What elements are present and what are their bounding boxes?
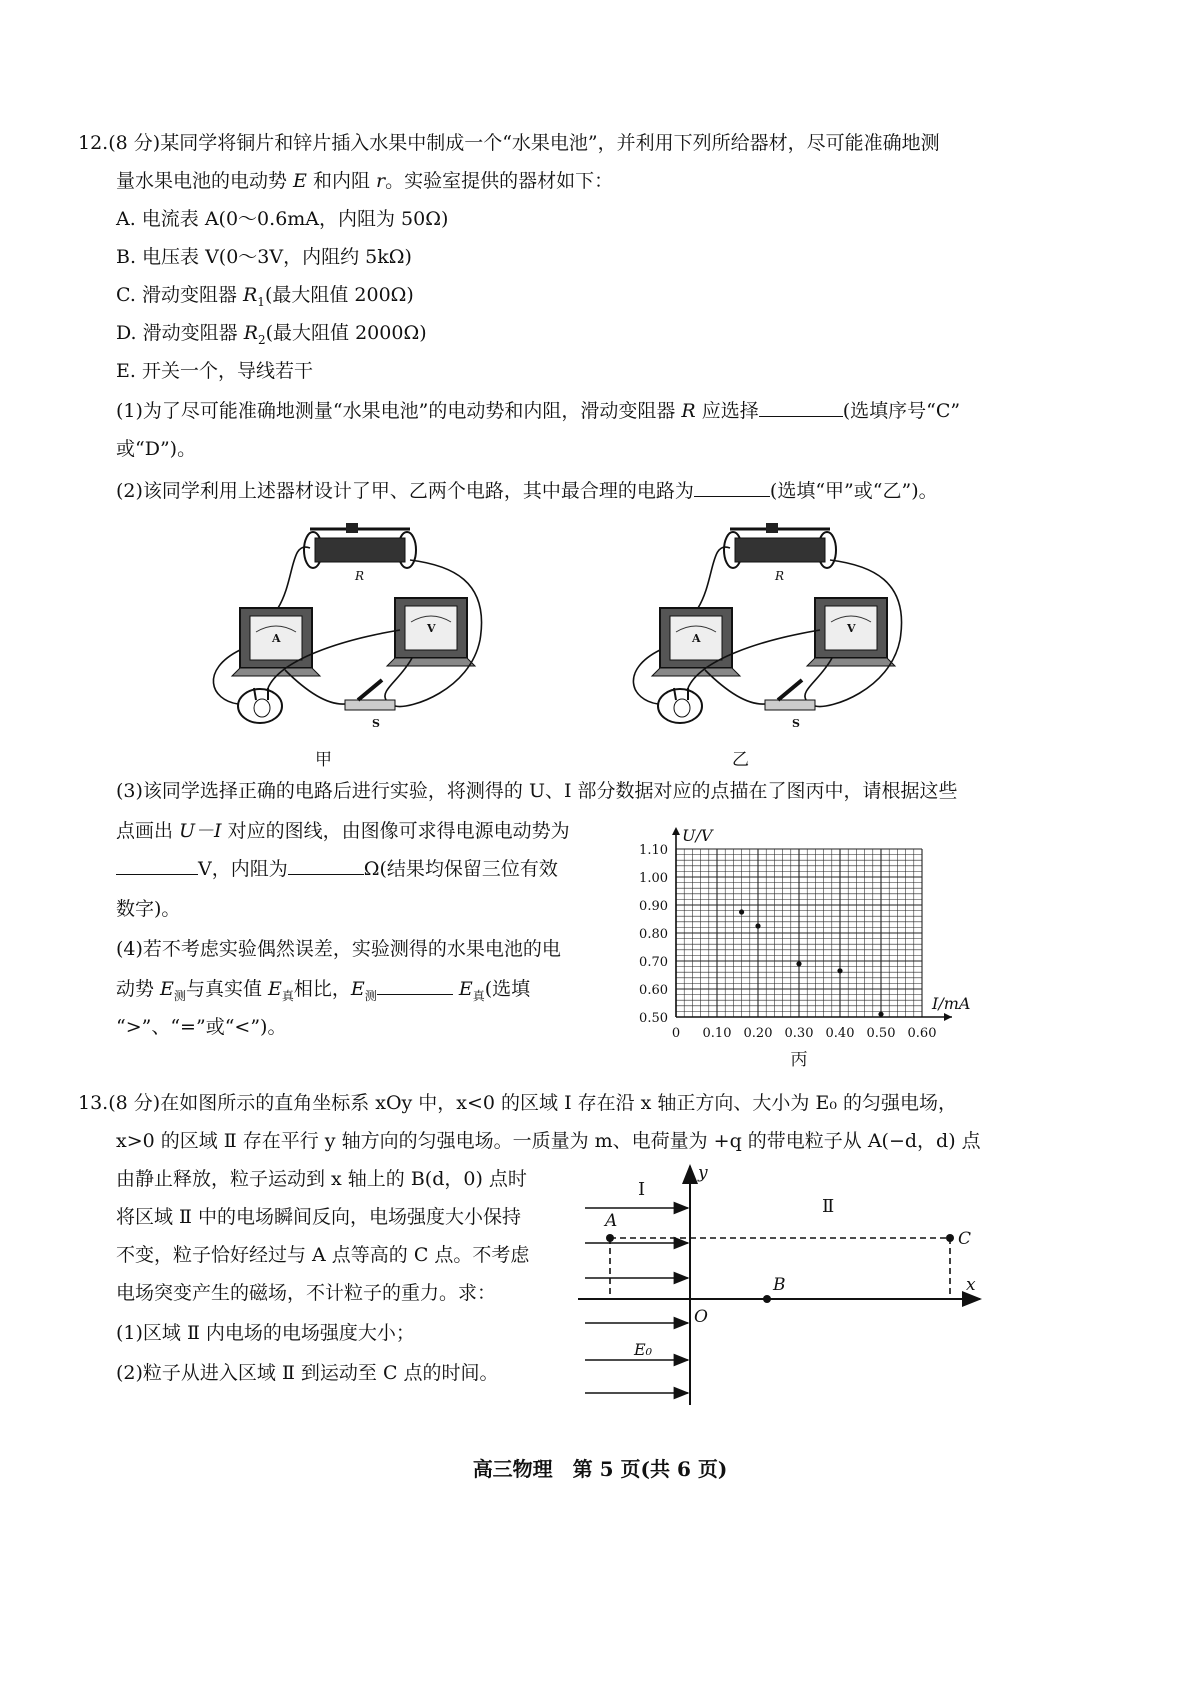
answer-blank-emf[interactable] <box>116 856 198 875</box>
q12-line1: 12.(8 分)某同学将铜片和锌片插入水果中制成一个“水果电池”，并利用下列所给器材，尽可能准确地测 <box>78 132 940 154</box>
y-tick-label: 0.60 <box>639 983 668 998</box>
answer-blank-compare[interactable] <box>377 976 453 995</box>
q13-line2: x>0 的区域 Ⅱ 存在平行 y 轴方向的匀强电场。一质量为 m、电荷量为 +q 的带电粒子从 A(−d，d) 点 <box>116 1130 981 1152</box>
label-b: B <box>773 1275 786 1295</box>
q12-line2: 量水果电池的电动势 E 和内阻 r。实验室提供的器材如下： <box>116 170 614 192</box>
data-point <box>755 923 760 928</box>
y-tick-label: 0.90 <box>639 899 668 914</box>
q13-question1: (1)区域 Ⅱ 内电场的电场强度大小； <box>116 1322 415 1344</box>
x-tick-label: 0.40 <box>825 1026 855 1041</box>
circuit-jia <box>213 523 481 723</box>
q12-option-b: B. 电压表 V(0～3V，内阻约 5kΩ) <box>116 246 412 268</box>
q13-question2: (2)粒子从进入区域 Ⅱ 到运动至 C 点的时间。 <box>116 1362 499 1384</box>
y-tick-label: 1.00 <box>639 871 668 886</box>
chart-y-arrow <box>672 827 680 835</box>
point-c <box>946 1234 954 1242</box>
q12-part3-line4: 数字)。 <box>116 898 181 920</box>
label-e0: E₀ <box>634 1340 653 1359</box>
label-R-jia: R <box>355 569 365 583</box>
q13-score: (8 分) <box>108 1092 161 1114</box>
q13-line6: 电场突变产生的磁场，不计粒子的重力。求： <box>116 1282 497 1304</box>
label-V-jia: V <box>427 622 436 635</box>
region-2-label: Ⅱ <box>822 1196 835 1217</box>
page-footer: 高三物理 第 5 页(共 6 页) <box>472 1457 728 1481</box>
answer-blank-1[interactable] <box>759 398 843 417</box>
q12-option-e: E. 开关一个，导线若干 <box>116 360 313 382</box>
x-tick-label: 0.20 <box>743 1026 773 1041</box>
q12-part1-line1: (1)为了尽可能准确地测量“水果电池”的电动势和内阻，滑动变阻器 R 应选择 (选填序号“C” <box>116 400 961 422</box>
chart-caption: 丙 <box>790 1050 808 1070</box>
label-y: y <box>698 1163 708 1183</box>
q12-option-a: A. 电流表 A(0～0.6mA，内阻为 50Ω) <box>116 208 449 230</box>
label-a: A <box>605 1211 618 1231</box>
y-axis-label: U/V <box>682 826 713 845</box>
label-o: O <box>694 1307 708 1327</box>
circuit-yi <box>633 523 901 723</box>
caption-yi: 乙 <box>732 750 749 770</box>
point-b <box>763 1295 771 1303</box>
label-S-yi: S <box>792 717 800 730</box>
x-tick-label: 0.50 <box>866 1026 896 1041</box>
x-axis-label: I/mA <box>932 994 971 1013</box>
q12-option-c: C. 滑动变阻器 $R_1$(最大阻值 200Ω) <box>116 284 414 309</box>
q12-score: (8 分) <box>108 132 161 154</box>
x-tick-label: 0 <box>671 1026 681 1041</box>
u-i-chart <box>620 815 1000 1080</box>
answer-blank-2[interactable] <box>694 478 770 497</box>
q12-number: 12. <box>78 132 109 154</box>
q12-part3-line1: (3)该同学选择正确的电路后进行实验，将测得的 U、I 部分数据对应的点描在了图丙中，请根据这些 <box>116 780 958 802</box>
q12-part2: (2)该同学利用上述器材设计了甲、乙两个电路，其中最合理的电路为 (选填“甲”或“乙”)。 <box>116 480 938 502</box>
y-tick-label: 0.80 <box>639 927 668 942</box>
label-A-yi: A <box>692 632 701 645</box>
x-tick-label: 0.30 <box>784 1026 814 1041</box>
q13-line5: 不变，粒子恰好经过与 A 点等高的 C 点。不考虑 <box>116 1244 530 1266</box>
y-tick-label: 0.50 <box>639 1011 668 1026</box>
chart-x-arrow <box>944 1013 952 1021</box>
x-tick-label: 0.60 <box>907 1026 937 1041</box>
q12-part1-line2: 或“D”)。 <box>116 438 197 460</box>
y-tick-label: 0.70 <box>639 955 668 970</box>
q13-number: 13. <box>78 1092 109 1114</box>
q12-part4-line3: “>”、“=”或“<”)。 <box>116 1016 287 1038</box>
q13-line4: 将区域 Ⅱ 中的电场瞬间反向，电场强度大小保持 <box>116 1206 521 1228</box>
point-a <box>606 1234 614 1242</box>
field-diagram <box>570 1160 990 1410</box>
q12-part4-line1: (4)若不考虑实验偶然误差，实验测得的水果电池的电 <box>116 938 561 960</box>
x-tick-label: 0.10 <box>702 1026 732 1041</box>
data-point <box>739 909 744 914</box>
label-V-yi: V <box>847 622 856 635</box>
data-point <box>796 961 801 966</box>
label-R-yi: R <box>775 569 785 583</box>
label-S-jia: S <box>372 717 380 730</box>
label-A-jia: A <box>272 632 281 645</box>
label-x: x <box>966 1275 976 1295</box>
e0-field-arrows <box>585 1208 688 1393</box>
label-c: C <box>958 1229 972 1249</box>
answer-blank-r[interactable] <box>288 856 364 875</box>
data-point <box>837 968 842 973</box>
data-point <box>878 1012 883 1017</box>
q13-line3: 由静止释放，粒子运动到 x 轴上的 B(d，0) 点时 <box>116 1168 527 1190</box>
circuit-figures <box>200 520 1020 780</box>
region-1-label: Ⅰ <box>638 1179 646 1200</box>
q13-line1: 13.(8 分)在如图所示的直角坐标系 xOy 中，x<0 的区域 Ⅰ 存在沿 x 轴正方向、大小为 E₀ 的匀强电场， <box>78 1092 958 1114</box>
q12-part3-line2: 点画出 U－I 对应的图线，由图像可求得电源电动势为 <box>116 820 570 842</box>
q12-part4-line2: 动势 $E_测$与真实值 $E_真$相比，$E_测$ $E_真$(选填 <box>116 978 531 1003</box>
y-tick-label: 1.10 <box>639 843 668 858</box>
caption-jia: 甲 <box>315 750 332 770</box>
q12-option-d: D. 滑动变阻器 $R_2$(最大阻值 2000Ω) <box>116 322 427 347</box>
q12-part3-line3: V，内阻为 Ω(结果均保留三位有效 <box>116 856 558 882</box>
